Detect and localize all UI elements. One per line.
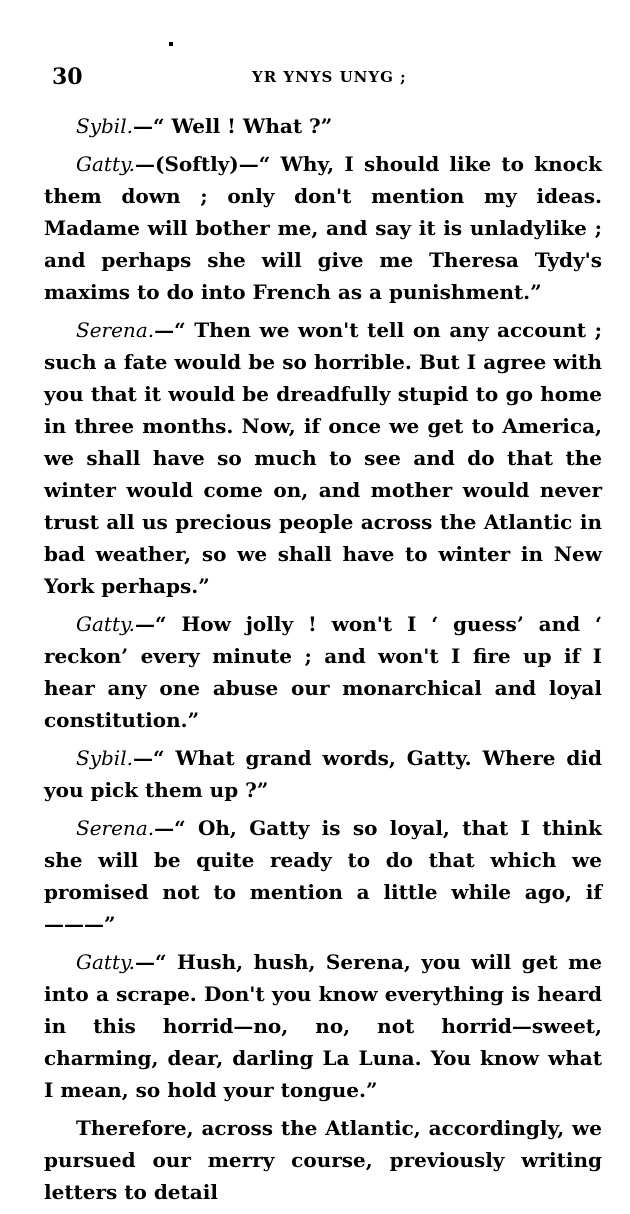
dialogue-paragraph — [44, 742, 602, 806]
page-body — [44, 110, 602, 1214]
dialogue-text: —“ What grand words, Gatty. Where did you pick them up ?” — [44, 746, 602, 802]
dialogue-text: —(Softly)—“ Why, I should like to knock them down ; only don't mention my ideas. Madame will bother me, and say it is unladylike ; and perhaps she will give me Theresa Tydy's maxims to do into French as a punishment.” — [44, 152, 602, 304]
speaker-name: Serena. — [76, 816, 155, 840]
narrative-text: Therefore, across the Atlantic, accordingly, we pursued our merry course, previously writing letters to detail — [44, 1116, 602, 1204]
speaker-name: Sybil. — [76, 746, 133, 770]
dialogue-paragraph — [44, 608, 602, 736]
speaker-name: Gatty. — [76, 950, 135, 974]
page-number: 30 — [52, 64, 83, 90]
dialogue-text: —“ Hush, hush, Serena, you will get me into a scrape. Don't you know everything is heard in this horrid—no, no, not horrid—sweet, charming, dear, darling La Luna. You know what I mean, so hold your tongue.” — [44, 950, 602, 1102]
page-header — [52, 64, 572, 94]
dialogue-paragraph — [44, 110, 602, 142]
dialogue-paragraph — [44, 314, 602, 602]
dialogue-text: —“ Well ! What ?” — [132, 114, 333, 138]
dialogue-text: —“ How jolly ! won't I ‘ guess’ and ‘ reckon’ every minute ; and won't I fire up if I hear any one abuse our monarchical and loyal constitution.” — [44, 612, 602, 732]
dialogue-paragraph — [44, 148, 602, 308]
dialogue-paragraph — [44, 946, 602, 1106]
speaker-name: Serena. — [76, 318, 155, 342]
dialogue-text: —“ Oh, Gatty is so loyal, that I think she will be quite ready to do that which we promised not to mention a little while ago, if———” — [44, 816, 602, 936]
speaker-name: Gatty. — [76, 612, 135, 636]
running-title: YR YNYS UNYG ; — [252, 68, 407, 86]
speaker-name: Gatty. — [76, 152, 135, 176]
ink-mark — [169, 42, 173, 46]
narrative-paragraph — [44, 1112, 602, 1208]
dialogue-paragraph — [44, 812, 602, 940]
speaker-name: Sybil. — [76, 114, 133, 138]
dialogue-text: —“ Then we won't tell on any account ; such a fate would be so horrible. But I agree with you that it would be dreadfully stupid to go home in three months. Now, if once we get to America, we shall have so much to see and do that the winter would come on, and mother would never trust all us precious people across the Atlantic in bad weather, so we shall have to winter in New York perhaps.” — [44, 318, 602, 598]
